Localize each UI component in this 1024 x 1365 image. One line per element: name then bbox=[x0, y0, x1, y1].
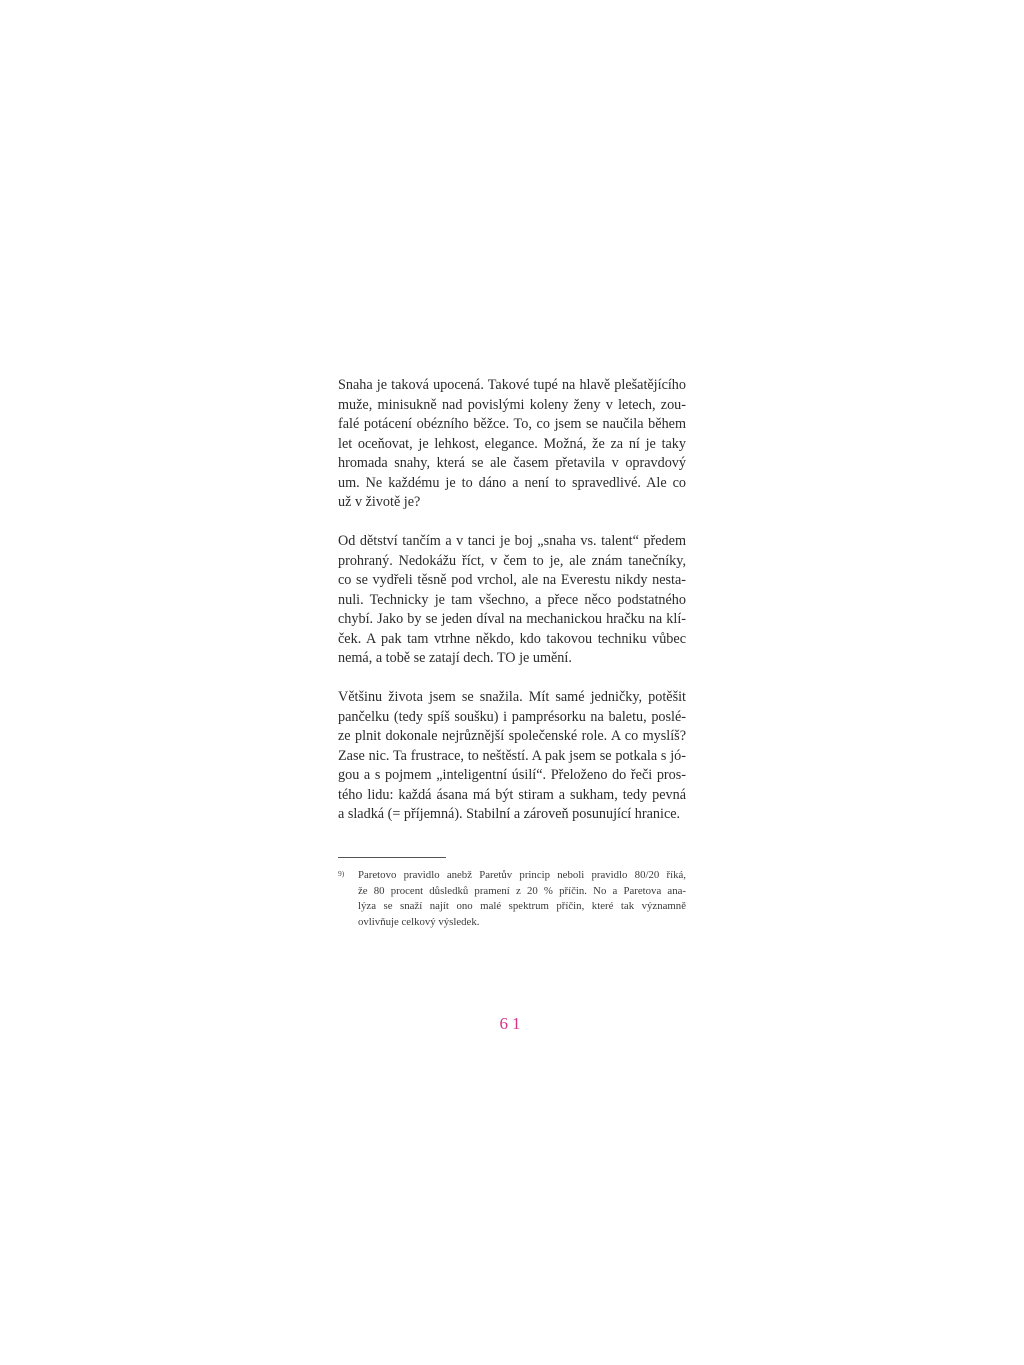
paragraph-line: gou a s pojmem „inteligentní úsilí“. Přeloženo do řeči pros- bbox=[338, 767, 686, 783]
paragraph-line: muže, minisukně nad povislými koleny ženy v letech, zou- bbox=[338, 396, 686, 413]
paragraph-2 bbox=[338, 532, 686, 669]
paragraph-line: tého lidu: každá ásana má být stiram a sukham, tedy pevná bbox=[338, 786, 686, 803]
paragraph-line: let oceňovat, je lehkost, elegance. Možná, že za ní je taky bbox=[338, 435, 686, 452]
footnote-line: ovlivňuje celkový výsledek. bbox=[358, 915, 480, 928]
paragraph-line: ček. A pak tam vtrhne někdo, kdo takovou techniku vůbec bbox=[338, 630, 686, 647]
paragraph-line: Zase nic. Ta frustrace, to neštěstí. A pak jsem se potkala s jó- bbox=[338, 747, 686, 764]
footnote-marker: 9) bbox=[338, 869, 345, 878]
paragraph-line: Většinu života jsem se snažila. Mít samé jedničky, potěšit bbox=[338, 689, 686, 705]
paragraph-1 bbox=[338, 376, 686, 513]
paragraph-line: um. Ne každému je to dáno a není to spravedlivé. Ale co bbox=[338, 474, 686, 491]
footnote-line: Paretovo pravidlo anebž Paretův princip neboli pravidlo 80/20 říká, bbox=[358, 869, 686, 881]
page-number: 61 bbox=[499, 1014, 525, 1033]
paragraph-line: už v životě je? bbox=[338, 494, 421, 510]
paragraph-line: nemá, a tobě se zatají dech. TO je umění. bbox=[338, 650, 572, 666]
paragraph-line: Od dětství tančím a v tanci je boj „snaha vs. talent“ předem bbox=[338, 533, 686, 549]
paragraph-line: prohraný. Nedokážu říct, v čem to je, ale znám tanečníky, bbox=[338, 552, 686, 569]
paragraph-line: pančelku (tedy spíš soušku) i pamprésorku na baletu, poslé- bbox=[338, 708, 686, 725]
paragraph-line: nuli. Technicky je tam všechno, a přece něco podstatného bbox=[338, 591, 686, 608]
paragraph-line: Snaha je taková upocená. Takové tupé na hlavě plešatějícího bbox=[338, 377, 686, 393]
paragraph-line: chybí. Jako by se jeden díval na mechanickou hračku na klí- bbox=[338, 611, 686, 627]
paragraph-line: falé potácení obézního běžce. To, co jsem se naučila během bbox=[338, 416, 686, 432]
paragraph-3 bbox=[338, 688, 686, 825]
footnote-text bbox=[358, 868, 686, 930]
footnote-line: že 80 procent důsledků pramení z 20 % příčin. No a Paretova ana- bbox=[358, 884, 686, 897]
footnote-line: lýza se snaží najít ono malé spektrum příčin, které tak významně bbox=[358, 900, 686, 912]
paragraph-line: hromada snahy, která se ale časem přetavila v opravdový bbox=[338, 455, 686, 471]
paragraph-line: ze plnit dokonale nejrůznější společenské role. A co myslíš? bbox=[338, 728, 686, 744]
paragraph-line: co se vydřeli těsně pod vrchol, ale na Everestu nikdy nesta- bbox=[338, 572, 686, 588]
footnote-divider bbox=[338, 857, 446, 858]
paragraph-line: a sladká (= příjemná). Stabilní a zároveň posunující hranice. bbox=[338, 806, 681, 822]
